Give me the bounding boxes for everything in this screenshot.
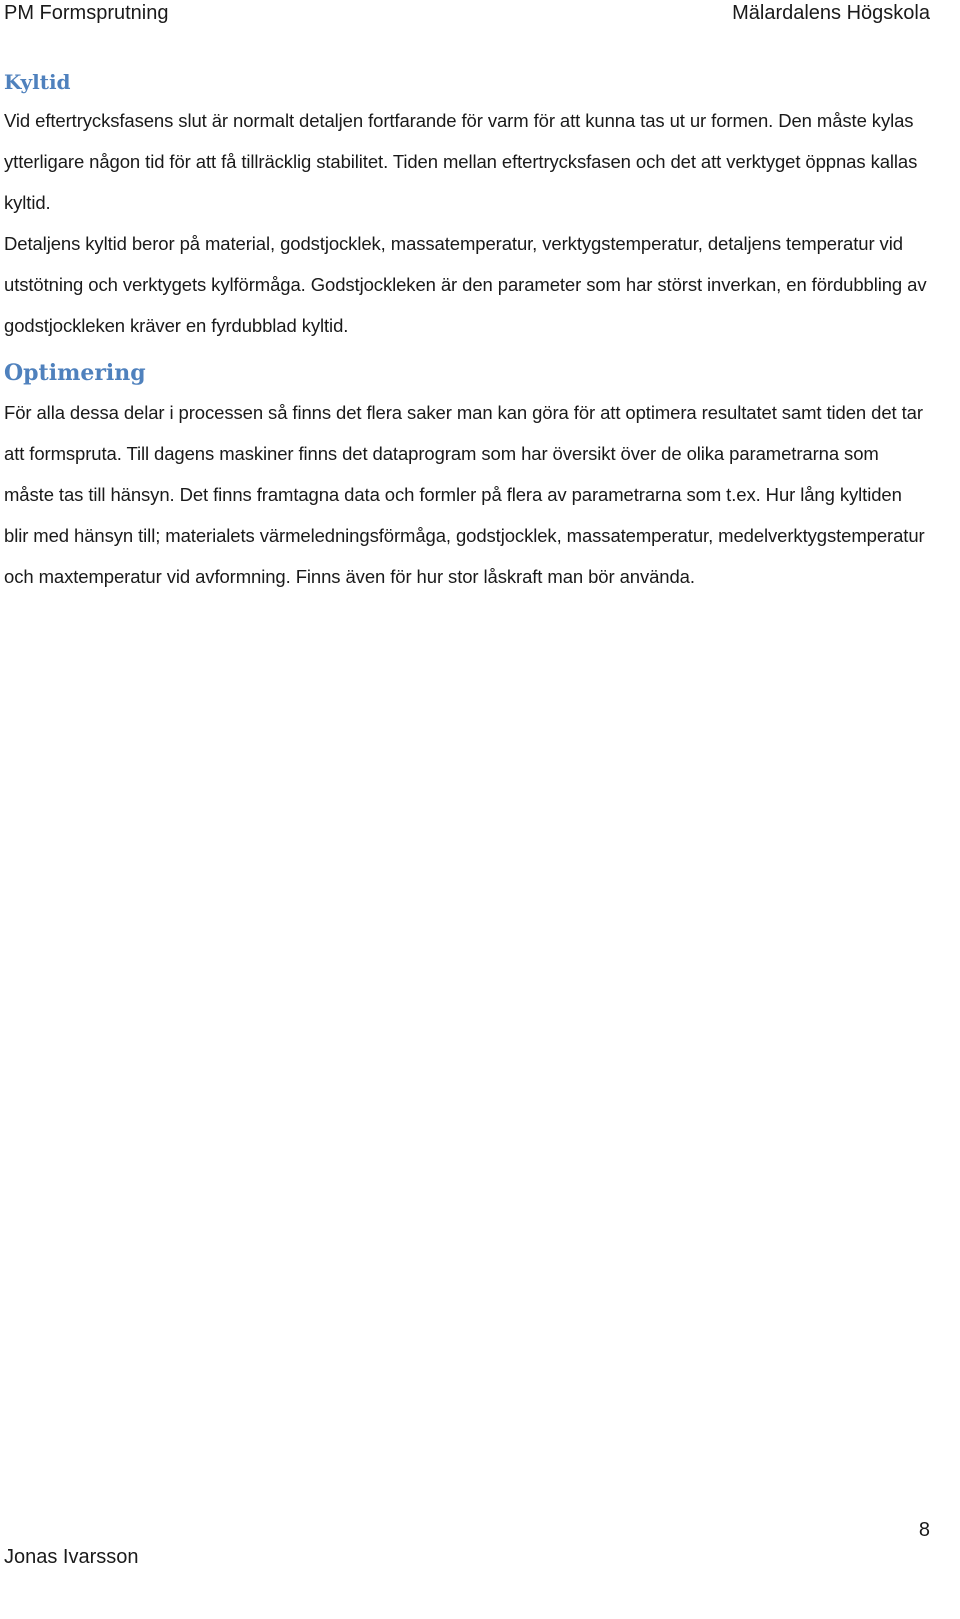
header-document-title: PM Formsprutning (4, 2, 169, 24)
paragraph-kyltid-1: Vid eftertrycksfasens slut är normalt detaljen fortfarande för varm för att kunna tas ut ur formen. Den måste kylas ytterligare någon tid för att få tillräcklig stabilitet. Tiden mellan eftertrycksfasen och det att verktyget öppnas kallas kyltid. (4, 110, 918, 213)
page-header (4, 0, 930, 30)
page-number: 8 (918, 1519, 930, 1541)
header-institution: Mälardalens Högskola (732, 2, 930, 24)
paragraph-optimering-1: För alla dessa delar i processen så finns det flera saker man kan göra för att optimera resultatet samt tiden det tar att formspruta. Till dagens maskiner finns det dataprogram som har översikt över de olika parametrarna som måste tas till hänsyn. Det finns framtagna data och formler på flera av parametrarna som t.ex. Hur lång kyltiden blir med hänsyn till; materialets värmeledningsförmåga, godstjocklek, massatemperatur, medelverktygstemperatur och maxtemperatur vid avformning. Finns även för hur stor låskraft man bör använda. (4, 402, 925, 587)
section-kyltid (4, 64, 930, 346)
section-heading-optimering: Optimering (4, 360, 146, 386)
document-body (4, 64, 930, 597)
paragraph-kyltid-2: Detaljens kyltid beror på material, godstjocklek, massatemperatur, verktygstemperatur, detaljens temperatur vid utstötning och verktygets kylförmåga. Godstjockleken är den parameter som har störst inverkan, en fördubbling av godstjockleken kräver en fyrdubblad kyltid. (4, 233, 927, 336)
section-optimering (4, 354, 930, 597)
section-heading-kyltid: Kyltid (4, 70, 71, 94)
footer-author: Jonas Ivarsson (4, 1546, 139, 1568)
